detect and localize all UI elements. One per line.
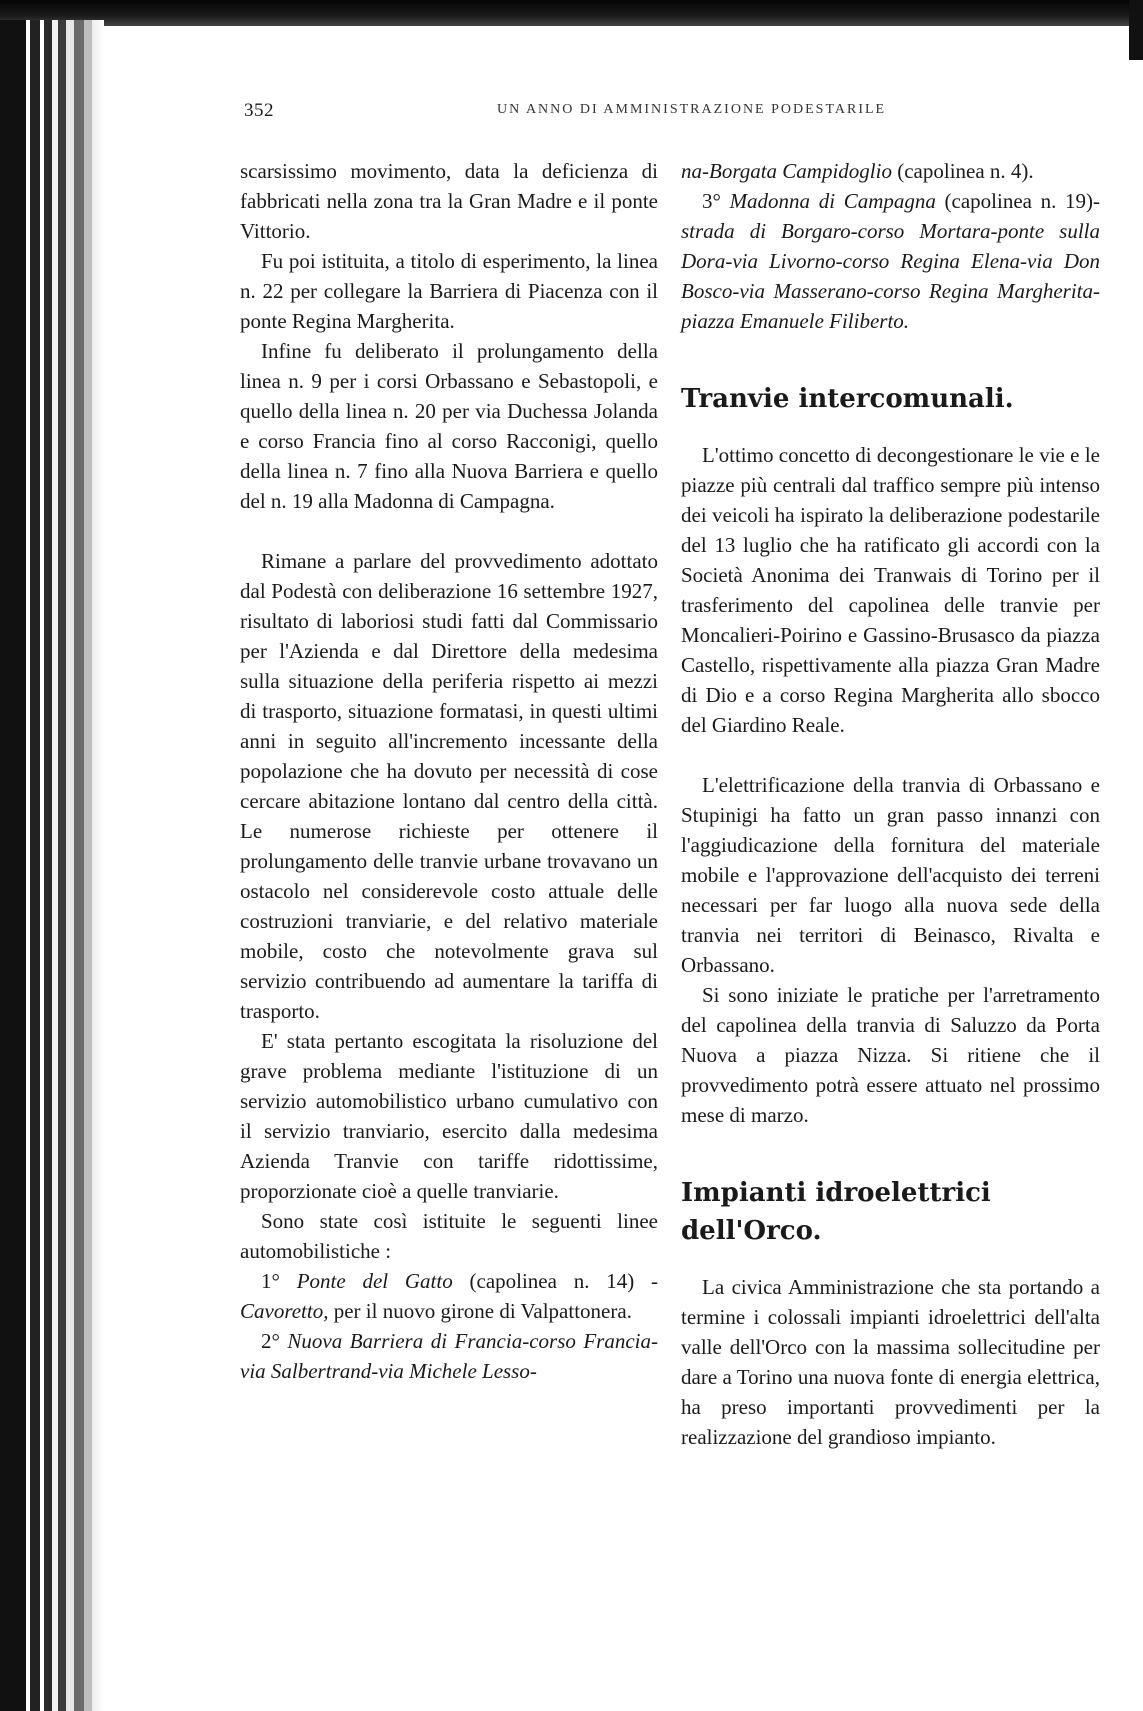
paragraph: scarsissimo movimento, data la deficienza di fabbricati nella zona tra la Gran Madre e il ponte Vittorio. <box>240 159 658 243</box>
scan-right-border <box>1129 0 1143 60</box>
paragraph: L'ottimo concetto di decongestionare le vie e le piazze più centrali dal traffico sempre più intenso dei veicoli ha ispirato la deliberazione podestarile del 13 luglio che ha ratificato gli accordi con la Società Anonima dei Tranwais di Torino per il trasferimento del capolinea delle tranvie per Moncalieri-Poirino e Gassino-Brusasco da piazza Castello, rispettivamente alla piazza Gran Madre di Dio e a corso Regina Margherita allo sbocco del Giardino Reale. <box>681 443 1100 737</box>
paragraph: Infine fu deliberato il prolungamento della linea n. 9 per i corsi Orbassano e Sebastopoli, e quello della linea n. 20 per via Duchessa Jolanda e corso Francia fino al corso Racconigi, quello della linea n. 7 fino alla Nuova Barriera e quello del n. 19 alla Madonna di Campagna. <box>240 339 658 513</box>
running-title: UN ANNO DI AMMINISTRAZIONE PODESTARILE <box>497 102 887 117</box>
paragraph: Rimane a parlare del provvedimento adottato dal Podestà con deliberazione 16 settembre 1927, risultato di laboriosi studi fatti dal Commissario per l'Azienda e dal Direttore della medesima sulla situazione della periferia rispetto ai mezzi di trasporto, situazione formatasi, in questi ultimi anni in seguito all'incremento incessante della popolazione che ha dovuto per necessità di cose cercare abitazione lontano dal centro della città. Le numerose richieste per ottenere il prolungamento delle tranvie urbane trovavano un ostacolo nel considerevole costo attuale delle costruzioni tranviarie, e del relativo materiale mobile, costo che notevolmente grava sul servizio contribuendo ad aumentare la tariffa di trasporto. <box>240 549 658 1023</box>
book-spine-edge <box>0 20 104 1711</box>
paragraph: La civica Amministrazione che sta portando a termine i colossali impianti idroelettrici dell'alta valle dell'Orco con la massima sollecitudine per dare a Torino una nuova fonte di energia elettrica, ha preso importanti provvedimenti per la realizzazione del grandioso impianto. <box>681 1275 1100 1449</box>
list-item-number: 3° <box>702 189 721 213</box>
list-item-number: 1° <box>261 1269 280 1293</box>
list-item <box>240 1266 658 1326</box>
left-column <box>240 156 658 1386</box>
page-number: 352 <box>244 100 274 121</box>
list-item-continued <box>681 156 1100 186</box>
list-item-route: strada di Borgaro-corso Mortara-ponte sulla Dora-via Livorno-corso Regina Elena-via Don Bosco-via Masserano-corso Regina Margherita-piazza Emanuele Filiberto. <box>681 219 1100 333</box>
list-item-terminus: (capolinea n. 19)- <box>944 189 1101 213</box>
paragraph: Sono state così istituite le seguenti linee automobilistiche : <box>240 1209 658 1263</box>
paragraph: E' stata pertanto escogitata la risoluzione del grave problema mediante l'istituzione di un servizio automobilistico urbano cumulativo con il servizio tranviario, esercito dalla medesima Azienda Tranvie con tariffe ridottissime, proporzionate cioè a quelle tranviarie. <box>240 1029 658 1203</box>
paragraph: Fu poi istituita, a titolo di esperimento, la linea n. 22 per collegare la Barriera di Piacenza con il ponte Regina Margherita. <box>240 249 658 333</box>
list-item <box>681 186 1100 336</box>
paragraph: L'elettrificazione della tranvia di Orbassano e Stupinigi ha fatto un gran passo innanzi con l'aggiudicazione della fornitura del materiale mobile e l'approvazione dell'acquisto dei terreni necessari per far luogo alla nuova sede della tranvia nei territori di Beinasco, Rivalta e Orbassano. <box>681 773 1100 977</box>
section-heading: Tranvie intercomunali. <box>681 384 1014 414</box>
list-item-route: Madonna di Campagna <box>729 189 936 213</box>
list-item-number: 2° <box>261 1329 280 1353</box>
list-item-route: Cavoretto, <box>240 1299 329 1323</box>
list-item-terminus: (capolinea n. 14) - <box>469 1269 659 1293</box>
list-item-route: Nuova Barriera di Francia-corso Francia-via Salbertrand-via Michele Lesso- <box>240 1329 659 1383</box>
list-item-terminus: (capolinea n. 4). <box>897 159 1034 183</box>
list-item <box>240 1326 658 1386</box>
list-item-text: per il nuovo girone di Valpattonera. <box>333 1299 632 1323</box>
list-item-route: Ponte del Gatto <box>296 1269 453 1293</box>
scan-top-border <box>0 0 1143 26</box>
list-item-route: na-Borgata Campidoglio <box>681 159 892 183</box>
paragraph: Si sono iniziate le pratiche per l'arretramento del capolinea della tranvia di Saluzzo da Porta Nuova a piazza Nizza. Si ritiene che il provvedimento potrà essere attuato nel prossimo mese di marzo. <box>681 983 1100 1127</box>
right-column <box>681 156 1100 1452</box>
section-heading: Impianti idroelettrici dell'Orco. <box>681 1178 991 1246</box>
